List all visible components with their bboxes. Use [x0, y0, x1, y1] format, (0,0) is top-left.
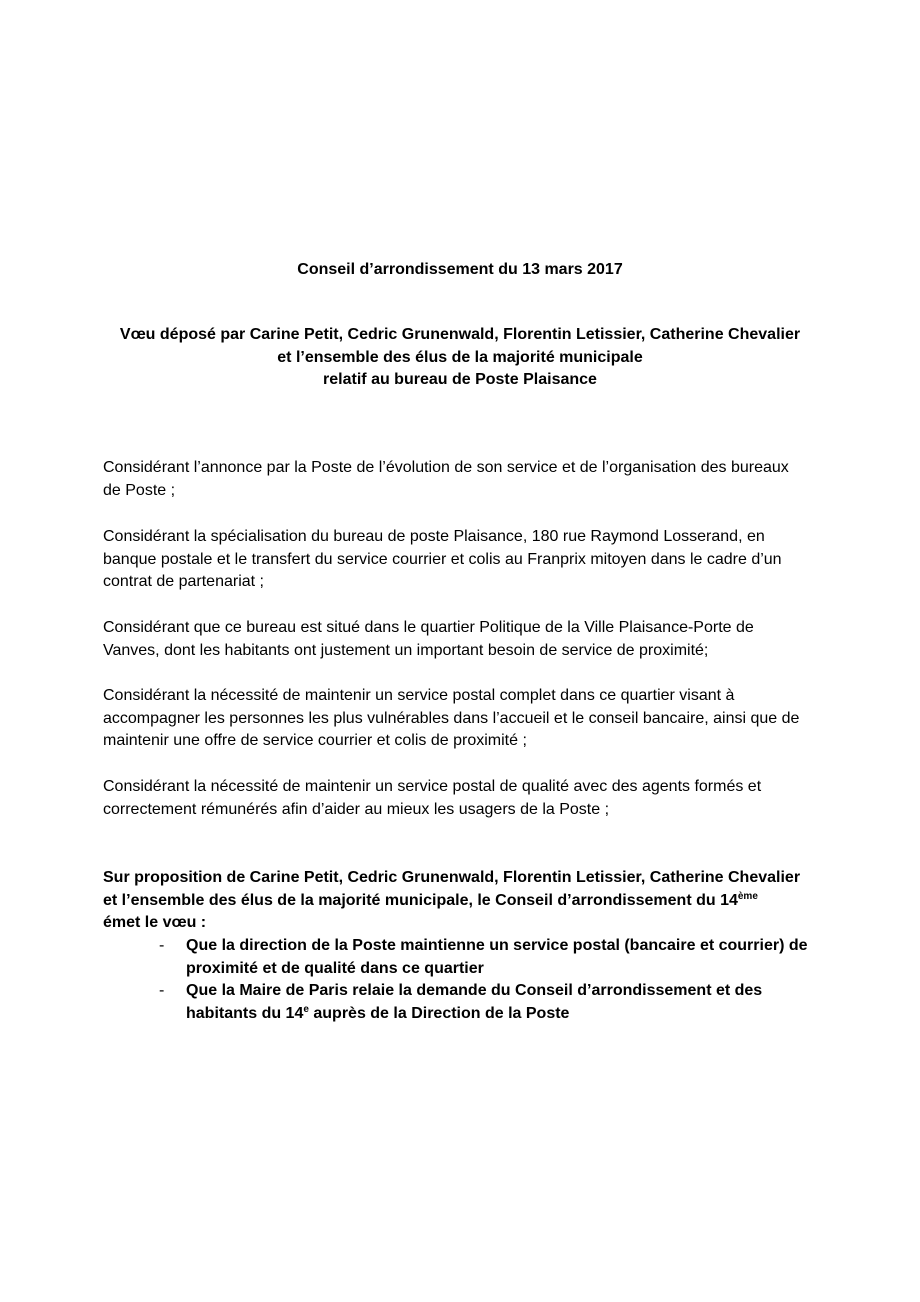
- list-dash: -: [159, 937, 165, 954]
- wish-text-end: auprès de la Direction de la Poste: [308, 1004, 570, 1022]
- wish-text: Que la Maire de Paris relaie la demande du Conseil d’arrondissement et des habitants du 14: [186, 982, 763, 1022]
- consideration-paragraph: Considérant la nécessité de maintenir un service postal complet dans ce quartier visant à accompagner les personnes les plus vulnérables dans l’accueil et le conseil bancaire, ainsi que de maintenir une offre de service courrier et colis de proximité ;: [103, 687, 800, 749]
- ordinal-suffix: ème: [737, 890, 758, 902]
- consideration-paragraph: Considérant la nécessité de maintenir un service postal de qualité avec des agents formés et correctement rémunérés afin d’aider au mieux les usagers de la Poste ;: [103, 778, 762, 818]
- list-dash: -: [159, 982, 165, 999]
- consideration-paragraph: Considérant la spécialisation du bureau de poste Plaisance, 180 rue Raymond Losserand, en banque postale et le transfert du service courrier et colis au Franprix mitoyen dans le cadre d’un contrat de partenariat ;: [103, 528, 782, 590]
- document-subtitle: [0, 324, 920, 392]
- resolution-intro-text: Sur proposition de Carine Petit, Cedric Grunenwald, Florentin Letissier, Catherine Chevalier et l’ensemble des élus de la majorité municipale, le Conseil d’arrondissement du 14: [103, 869, 801, 909]
- document-title: Conseil d’arrondissement du 13 mars 2017: [297, 261, 623, 278]
- wish-text: Que la direction de la Poste maintienne un service postal (bancaire et courrier) de proximité et de qualité dans ce quartier: [186, 937, 808, 977]
- subtitle-line: et l’ensemble des élus de la majorité municipale: [277, 348, 643, 366]
- consideration-paragraph: Considérant l’annonce par la Poste de l’évolution de son service et de l’organisation des bureaux de Poste ;: [103, 459, 789, 499]
- resolution-intro-end: émet le vœu :: [103, 914, 207, 931]
- ordinal-suffix: e: [303, 1003, 309, 1015]
- subtitle-line: Vœu déposé par Carine Petit, Cedric Grunenwald, Florentin Letissier, Catherine Chevalier: [119, 326, 801, 343]
- resolution-intro: [103, 867, 813, 935]
- wish-list: [103, 935, 813, 1025]
- consideration-paragraph: Considérant que ce bureau est situé dans le quartier Politique de la Ville Plaisance-Porte de Vanves, dont les habitants ont justement un important besoin de service de proximité;: [103, 619, 754, 659]
- wish-item: [103, 935, 813, 980]
- wish-item: [103, 980, 813, 1025]
- subtitle-line: relatif au bureau de Poste Plaisance: [323, 371, 597, 388]
